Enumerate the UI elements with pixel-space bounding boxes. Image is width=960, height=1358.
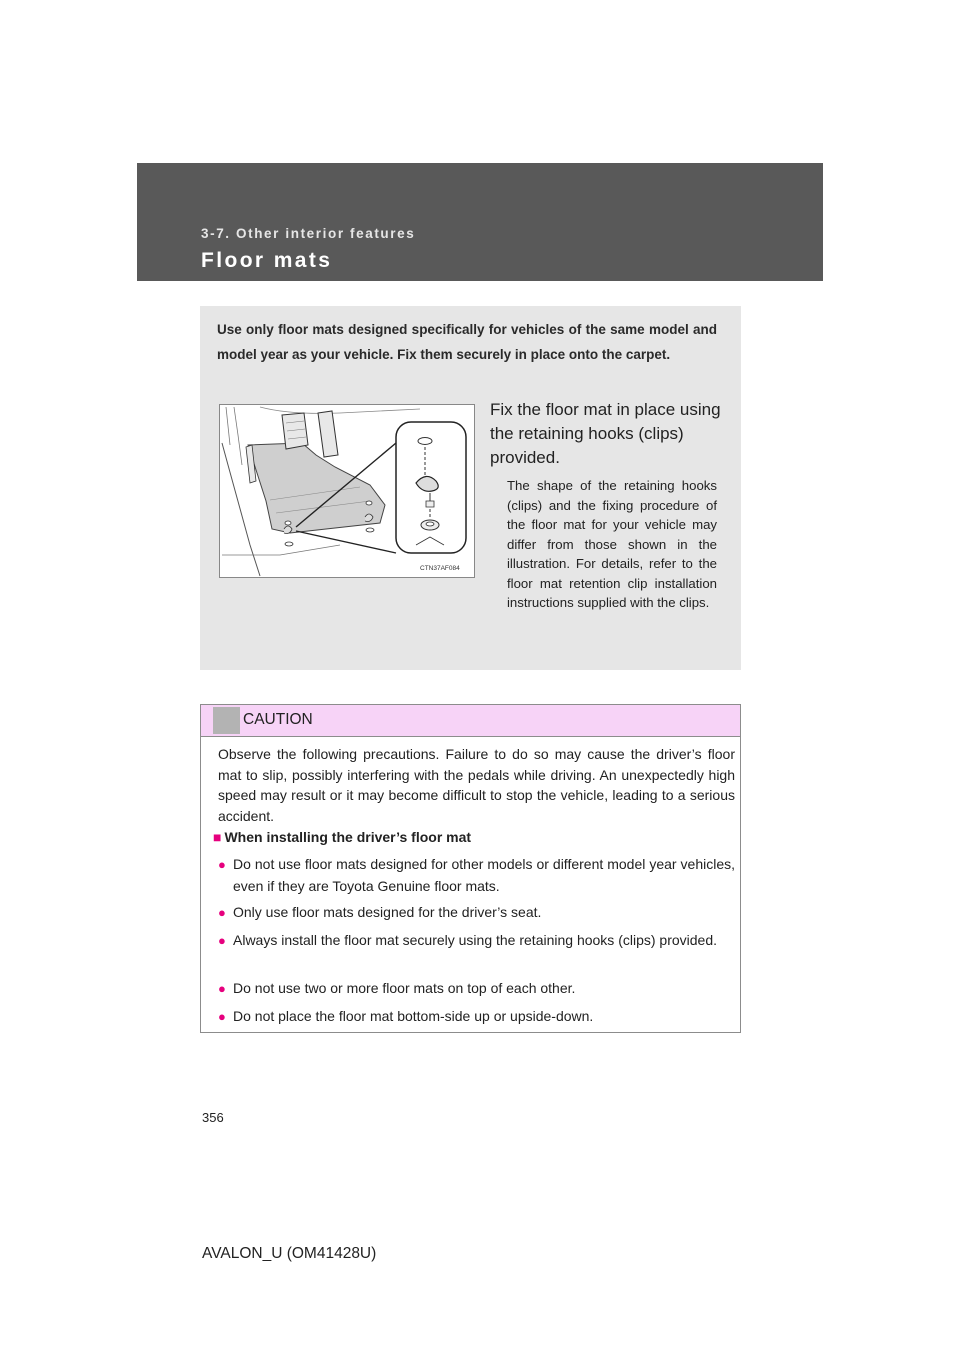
caution-title: CAUTION [243,711,313,728]
bullet-icon: ● [218,981,226,996]
caution-item-text: Do not use floor mats designed for other models or different model year vehicles, even if they are Toyota Genuine floor mats. [233,856,735,894]
section-label: 3-7. Other interior features [201,226,416,241]
bullet-icon: ● [218,905,226,920]
caution-item [218,930,735,952]
caution-header [201,705,740,737]
caution-item [218,902,735,924]
caution-item-text: Only use floor mats designed for the driver’s seat. [233,904,542,920]
fix-instruction: Fix the floor mat in place using the retaining hooks (clips) provided. [490,400,721,467]
caution-item-text: Do not use two or more floor mats on top of each other. [233,980,576,996]
caution-intro: Observe the following precautions. Failure to do so may cause the driver’s floor mat to slip, possibly interfering with the pedals while driving. An unexpectedly high speed may result or it may become difficult to stop the vehicle, leading to a serious accident. [218,746,735,824]
caution-item [218,854,735,896]
caution-heading [213,829,471,845]
caution-heading-text: When installing the driver’s floor mat [224,829,472,845]
illustration-note: The shape of the retaining hooks (clips) and the fixing procedure of the floor mat for your vehicle may differ from those shown in the illustration. For details, refer to the floor mat retention clip installation instructions supplied with the clips. [507,478,717,610]
bullet-icon: ● [218,1009,226,1024]
caution-item [218,978,735,1000]
caution-item-text: Do not place the floor mat bottom-side up or upside-down. [233,1008,594,1024]
intro-text: Use only floor mats designed specifically for vehicles of the same model and model year as your vehicle. Fix them securely in place onto the carpet. [217,322,717,362]
caution-item-text: Always install the floor mat securely using the retaining hooks (clips) provided. [233,932,718,948]
floor-mat-illustration [219,404,475,578]
square-bullet-icon: ■ [213,829,222,845]
floor-mat-drawing [220,405,474,577]
bullet-icon: ● [218,857,226,872]
caution-item [218,1006,735,1028]
manual-id: AVALON_U (OM41428U) [202,1245,377,1262]
image-code: CTN37AF084 [420,565,460,572]
page-number: 356 [202,1110,224,1125]
page-title: Floor mats [201,249,333,272]
bullet-icon: ● [218,933,226,948]
caution-icon [213,707,240,734]
